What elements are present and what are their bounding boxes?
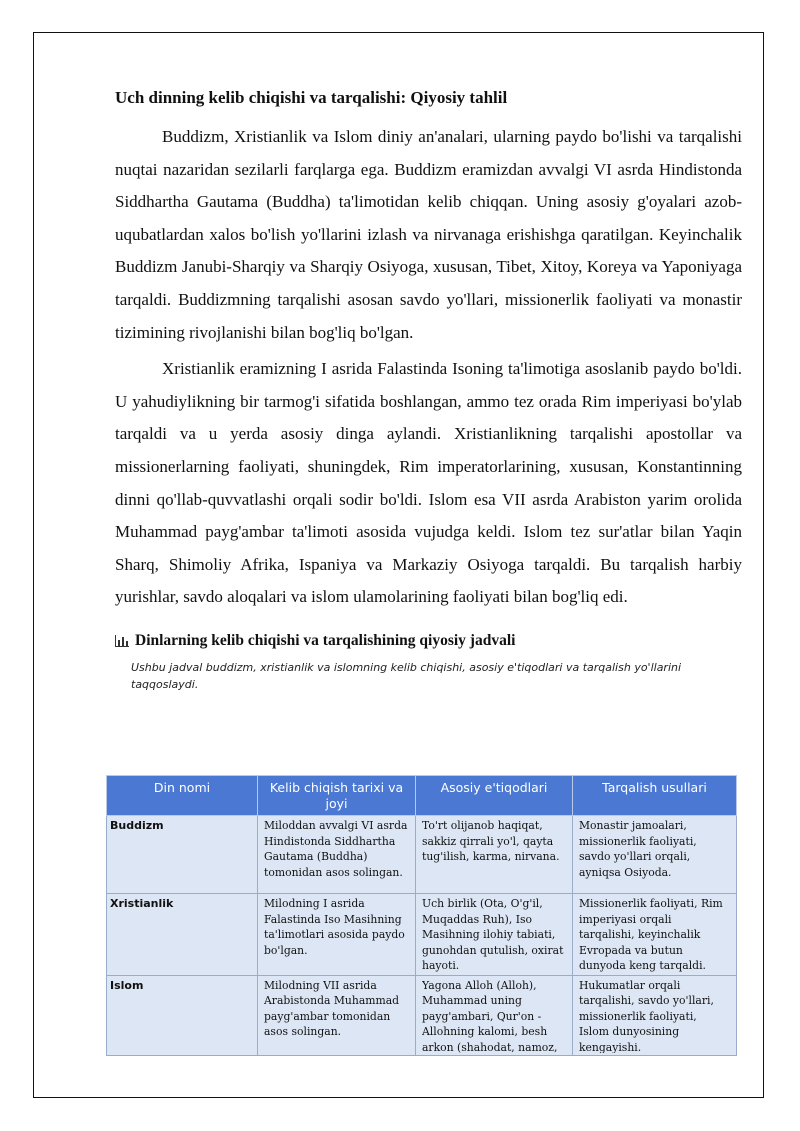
table-cell <box>573 816 737 894</box>
cell-text: Yagona Alloh (Alloh), Muhammad uning payg'ambari, Qur'on - Allohning kalomi, besh arkon (shahodat, namoz, <box>422 978 558 1053</box>
table-row <box>107 894 737 976</box>
table-header-cell: Asosiy e'tiqodlari <box>416 776 573 816</box>
document-heading: Uch dinning kelib chiqishi va tarqalishi: Qiyosiy tahlil <box>115 88 508 107</box>
table-cell-religion: Islom <box>107 975 258 1055</box>
table-section-title: Dinlarning kelib chiqishi va tarqalishining qiyosiy jadvali <box>135 631 516 649</box>
cell-text: Milodning VII asrida Arabistonda Muhammad payg'ambar tomonidan asos solingan. <box>264 978 400 1038</box>
table-cell-religion: Buddizm <box>107 816 258 894</box>
table-row <box>107 816 737 894</box>
cell-text: Monastir jamoalari, missionerlik faoliyati, savdo yo'llari orqali, ayniqsa Osiyoda. <box>579 819 697 879</box>
cell-text: Milodning I asrida Falastinda Iso Masihning ta'limotlari asosida paydo bo'lgan. <box>264 897 405 957</box>
table-cell <box>258 975 416 1055</box>
table-header-cell: Kelib chiqish tarixi va joyi <box>258 776 416 816</box>
cell-text: Uch birlik (Ota, O'g'il, Muqaddas Ruh), Iso Masihning ilohiy tabiati, gunohdan qutulish, oxirat hayoti. <box>422 897 564 972</box>
table-header-row <box>107 776 737 816</box>
cell-text: To'rt olijanob haqiqat, sakkiz qirrali yo'l, qayta tug'ilish, karma, nirvana. <box>422 819 560 863</box>
cell-text: Miloddan avvalgi VI asrda Hindistonda Siddhartha Gautama (Buddha) tomonidan asos solingan. <box>264 819 408 879</box>
table-cell-religion: Xristianlik <box>107 894 258 976</box>
comparison-table <box>106 775 737 1056</box>
cell-text: Missionerlik faoliyati, Rim imperiyasi orqali tarqalishi, keyinchalik Evropada va butun dunyoda keng tarqaldi. <box>579 897 723 972</box>
cell-text: Hukumatlar orqali tarqalishi, savdo yo'llari, missionerlik faoliyati, Islom dunyosining kengayishi. <box>579 978 714 1053</box>
paragraph-2: Xristianlik eramizning I asrida Falastinda Isoning ta'limotiga asoslanib paydo bo'ldi. U yahudiylikning bir tarmog'i sifatida boshlangan, ammo tez orada Rim imperiyasi bo'ylab tarqaldi va u yerda asosiy dinga aylandi. Xristianlikning tarqalishi apostollar va missionerlarning faoliyati, shuningdek, Rim imperatorlarining, xususan, Konstantinning dinni qo'llab-quvvatlashi orqali sodir bo'ldi. Islom esa VII asrda Arabiston yarim orolida Muhammad payg'ambar ta'limoti asosida vujudga keldi. Islom tez sur'atlar bilan Yaqin Sharq, Shimoliy Afrika, Ispaniya va Markaziy Osiyoga tarqaldi. Bu tarqalish harbiy yurishlar, savdo aloqalari va islom ulamolarining faoliyati bilan bog'liq edi. <box>115 359 742 607</box>
table-caption: Ushbu jadval buddizm, xristianlik va islomning kelib chiqishi, asosiy e'tiqodlari va tarqalish yo'llarini taqqoslaydi. <box>131 660 682 691</box>
table-cell <box>416 816 573 894</box>
paragraph-1: Buddizm, Xristianlik va Islom diniy an'analari, ularning paydo bo'lishi va tarqalishi nuqtai nazaridan sezilarli farqlarga ega. Buddizm eramizdan avvalgi VI asrda Hindistonda Siddhartha Gautama (Buddha) ta'limotidan kelib chiqqan. Uning asosiy g'oyalari azob-uqubatlardan xalos bo'lish yo'llarini izlash va nirvanaga erishishga qaratilgan. Keyinchalik Buddizm Janubi-Sharqiy va Sharqiy Osiyoga, xususan, Tibet, Xitoy, Koreya va Yaponiyaga tarqaldi. Buddizmning tarqalishi asosan savdo yo'llari, missionerlik faoliyati va monastir tizimining rivojlanishi bilan bog'liq bo'lgan. <box>115 127 742 342</box>
table-cell <box>573 894 737 976</box>
table-cell <box>573 975 737 1055</box>
document-body <box>115 86 742 693</box>
table-header-cell: Tarqalish usullari <box>573 776 737 816</box>
table-row <box>107 975 737 1055</box>
table-cell <box>416 975 573 1055</box>
table-section-heading <box>115 631 742 651</box>
table-cell <box>416 894 573 976</box>
bar-chart-icon <box>115 635 129 647</box>
table-header-cell: Din nomi <box>107 776 258 816</box>
table-cell <box>258 894 416 976</box>
table-cell <box>258 816 416 894</box>
